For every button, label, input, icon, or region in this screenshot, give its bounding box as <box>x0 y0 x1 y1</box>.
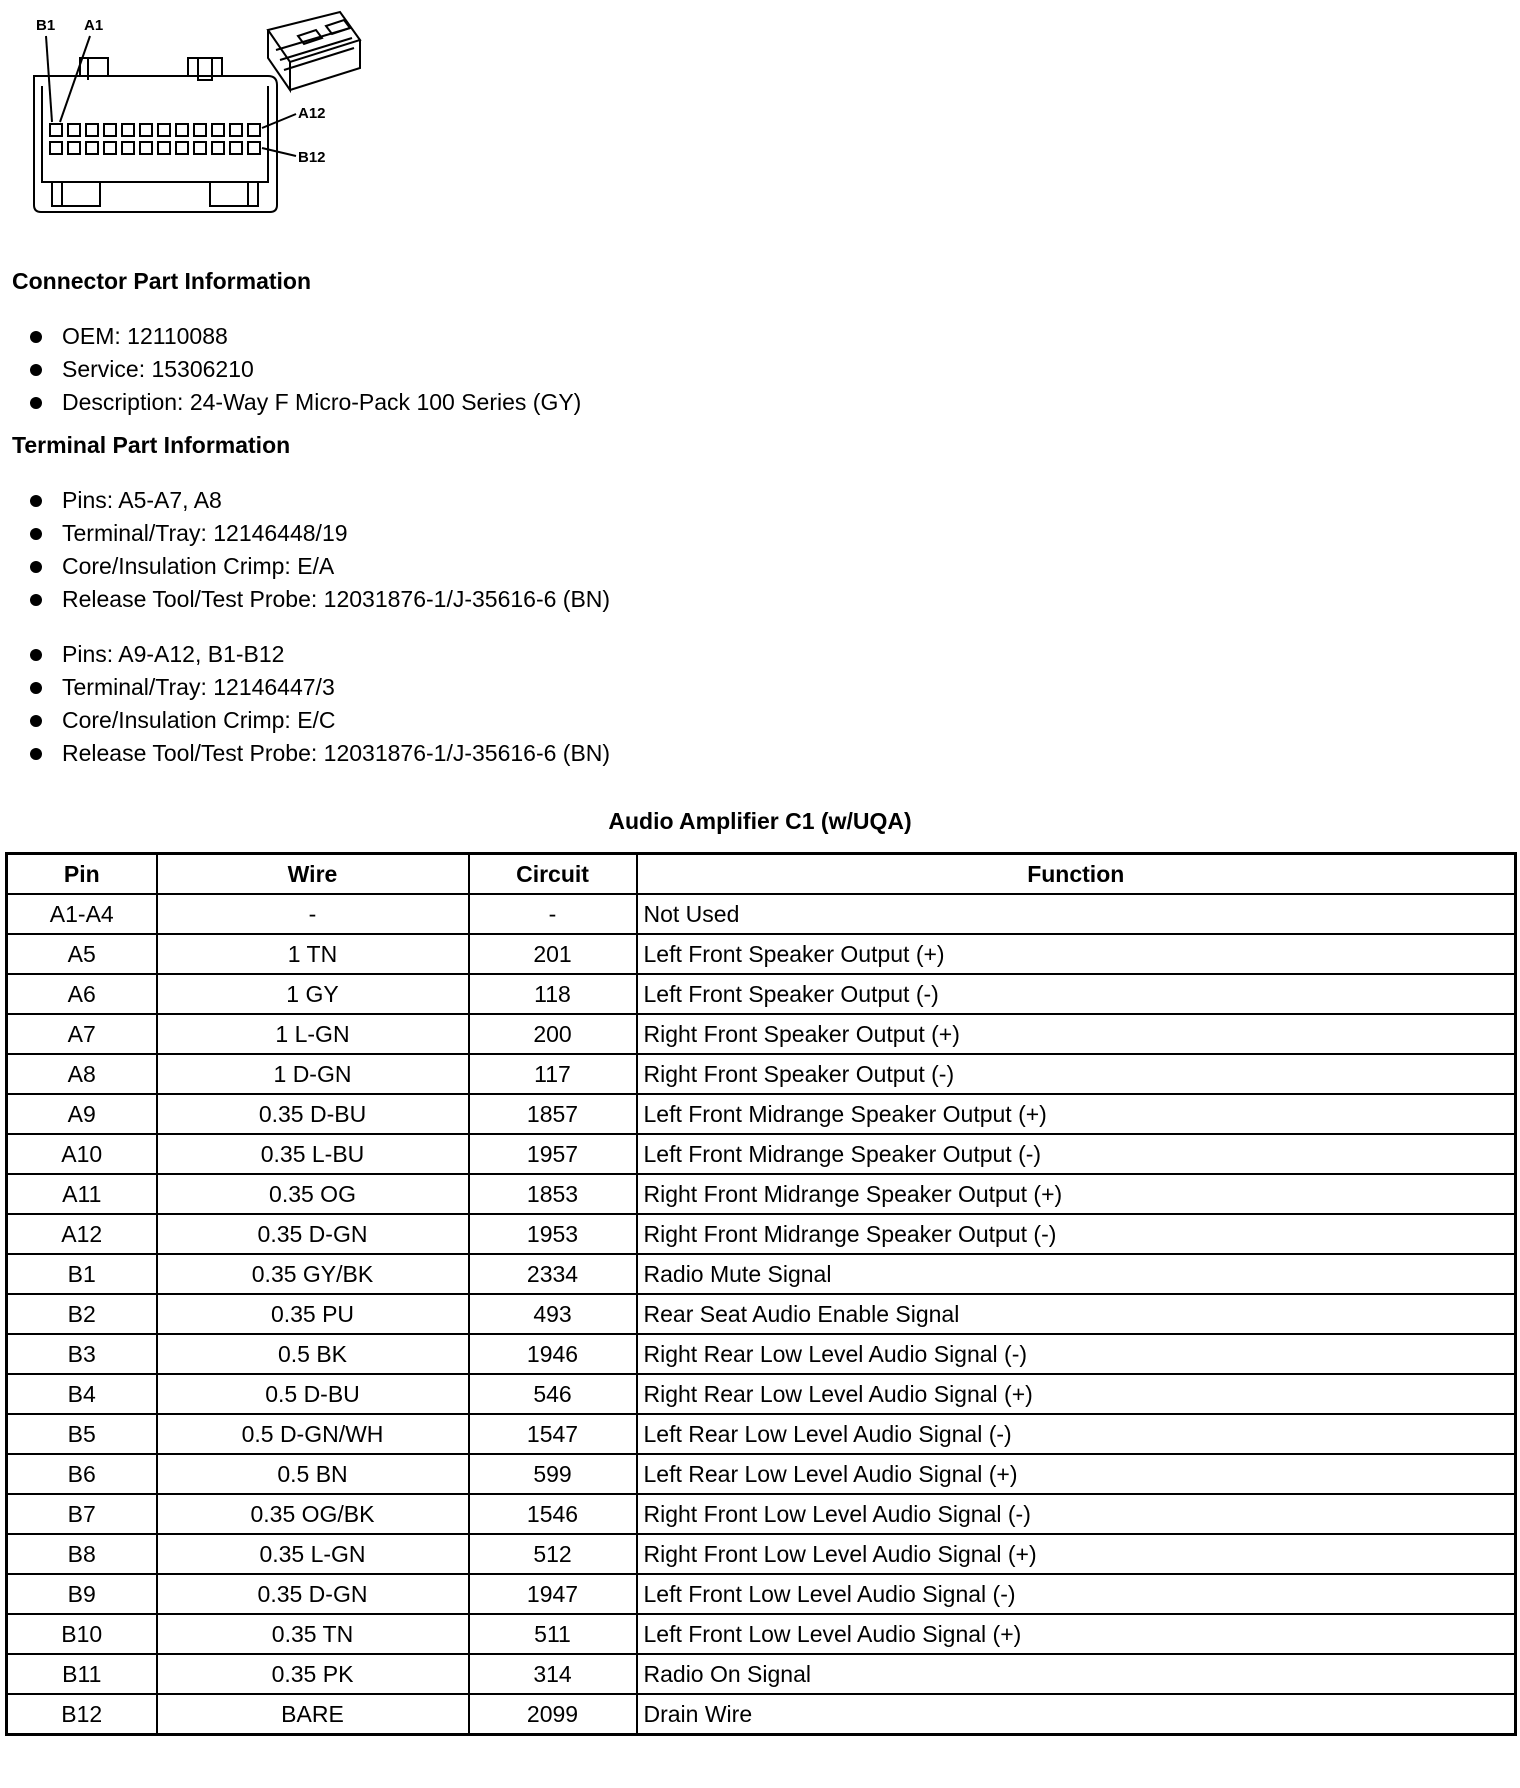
cell-circuit: 117 <box>469 1054 637 1094</box>
bullet-icon <box>30 649 42 661</box>
cell-circuit: 118 <box>469 974 637 1014</box>
cell-wire: 1 TN <box>157 934 469 974</box>
cell-circuit: 201 <box>469 934 637 974</box>
cell-function: Drain Wire <box>637 1694 1516 1735</box>
cell-function: Radio Mute Signal <box>637 1254 1516 1294</box>
cell-wire: 1 GY <box>157 974 469 1014</box>
cell-wire: 0.35 TN <box>157 1614 469 1654</box>
cell-pin: B6 <box>7 1454 157 1494</box>
table-row <box>7 1334 1516 1374</box>
cell-circuit: 2099 <box>469 1694 637 1735</box>
table-row <box>7 1054 1516 1094</box>
cell-function: Left Rear Low Level Audio Signal (-) <box>637 1414 1516 1454</box>
cell-function: Rear Seat Audio Enable Signal <box>637 1294 1516 1334</box>
cell-wire: 0.5 BN <box>157 1454 469 1494</box>
cell-circuit: 1947 <box>469 1574 637 1614</box>
table-row <box>7 1694 1516 1735</box>
cell-function: Left Front Midrange Speaker Output (+) <box>637 1094 1516 1134</box>
cell-pin: B12 <box>7 1694 157 1735</box>
cell-pin: B8 <box>7 1534 157 1574</box>
list-item: Service: 15306210 <box>30 353 581 386</box>
cell-pin: B1 <box>7 1254 157 1294</box>
bullet-icon <box>30 715 42 727</box>
table-row <box>7 974 1516 1014</box>
cell-circuit: 1957 <box>469 1134 637 1174</box>
terminal-info-title: Terminal Part Information <box>12 432 291 458</box>
cell-function: Not Used <box>637 894 1516 934</box>
bullet-icon <box>30 561 42 573</box>
cell-pin: A11 <box>7 1174 157 1214</box>
list-item: Description: 24-Way F Micro-Pack 100 Series (GY) <box>30 386 581 419</box>
cell-function: Left Front Low Level Audio Signal (-) <box>637 1574 1516 1614</box>
cell-pin: B10 <box>7 1614 157 1654</box>
list-item: Pins: A5-A7, A8 <box>30 484 610 517</box>
bullet-icon <box>30 682 42 694</box>
cell-pin: A6 <box>7 974 157 1014</box>
cell-circuit: 200 <box>469 1014 637 1054</box>
cell-function: Right Front Midrange Speaker Output (-) <box>637 1214 1516 1254</box>
list-item: Terminal/Tray: 12146447/3 <box>30 671 610 704</box>
cell-wire: 0.35 OG/BK <box>157 1494 469 1534</box>
connector-info-list <box>30 320 581 419</box>
pin-table <box>5 852 1517 1736</box>
terminal-group-2 <box>30 638 610 770</box>
table-row <box>7 1254 1516 1294</box>
table-row <box>7 1614 1516 1654</box>
cell-function: Right Front Low Level Audio Signal (-) <box>637 1494 1516 1534</box>
list-item: Core/Insulation Crimp: E/C <box>30 704 610 737</box>
cell-circuit: 2334 <box>469 1254 637 1294</box>
list-item: Pins: A9-A12, B1-B12 <box>30 638 610 671</box>
cell-wire: 0.35 GY/BK <box>157 1254 469 1294</box>
cell-pin: A5 <box>7 934 157 974</box>
cell-circuit: 546 <box>469 1374 637 1414</box>
cell-function: Right Rear Low Level Audio Signal (+) <box>637 1374 1516 1414</box>
cell-wire: 0.35 PU <box>157 1294 469 1334</box>
table-row <box>7 1374 1516 1414</box>
cell-pin: A1-A4 <box>7 894 157 934</box>
bullet-icon <box>30 331 42 343</box>
cell-wire: 0.35 L-BU <box>157 1134 469 1174</box>
cell-circuit: - <box>469 894 637 934</box>
cell-function: Left Rear Low Level Audio Signal (+) <box>637 1454 1516 1494</box>
label-b12: B12 <box>298 149 326 166</box>
table-title: Audio Amplifier C1 (w/UQA) <box>608 808 912 834</box>
table-header-row <box>7 854 1516 895</box>
cell-function: Left Front Low Level Audio Signal (+) <box>637 1614 1516 1654</box>
connector-diagram <box>0 0 420 230</box>
table-row <box>7 1414 1516 1454</box>
cell-circuit: 1547 <box>469 1414 637 1454</box>
connector-info-title: Connector Part Information <box>12 268 312 294</box>
cell-circuit: 512 <box>469 1534 637 1574</box>
header-wire: Wire <box>157 854 469 895</box>
cell-function: Left Front Speaker Output (+) <box>637 934 1516 974</box>
cell-pin: A12 <box>7 1214 157 1254</box>
cell-function: Right Front Low Level Audio Signal (+) <box>637 1534 1516 1574</box>
bullet-icon <box>30 748 42 760</box>
table-row <box>7 894 1516 934</box>
cell-circuit: 511 <box>469 1614 637 1654</box>
cell-pin: B7 <box>7 1494 157 1534</box>
table-row <box>7 1014 1516 1054</box>
cell-wire: 1 L-GN <box>157 1014 469 1054</box>
header-pin: Pin <box>7 854 157 895</box>
header-function: Function <box>637 854 1516 895</box>
cell-wire: 0.5 BK <box>157 1334 469 1374</box>
list-item: Release Tool/Test Probe: 12031876-1/J-35616-6 (BN) <box>30 583 610 616</box>
cell-wire: 1 D-GN <box>157 1054 469 1094</box>
cell-wire: 0.35 D-GN <box>157 1574 469 1614</box>
cell-function: Right Rear Low Level Audio Signal (-) <box>637 1334 1516 1374</box>
cell-pin: A10 <box>7 1134 157 1174</box>
cell-function: Radio On Signal <box>637 1654 1516 1694</box>
table-row <box>7 934 1516 974</box>
bullet-icon <box>30 495 42 507</box>
cell-circuit: 599 <box>469 1454 637 1494</box>
cell-pin: B9 <box>7 1574 157 1614</box>
bullet-icon <box>30 364 42 376</box>
cell-function: Left Front Speaker Output (-) <box>637 974 1516 1014</box>
cell-pin: B2 <box>7 1294 157 1334</box>
cell-function: Right Front Speaker Output (+) <box>637 1014 1516 1054</box>
table-row <box>7 1214 1516 1254</box>
table-row <box>7 1574 1516 1614</box>
cell-circuit: 1953 <box>469 1214 637 1254</box>
table-row <box>7 1134 1516 1174</box>
cell-pin: A7 <box>7 1014 157 1054</box>
table-row <box>7 1174 1516 1214</box>
cell-wire: BARE <box>157 1694 469 1735</box>
label-a12: A12 <box>298 105 326 122</box>
cell-wire: 0.35 PK <box>157 1654 469 1694</box>
cell-function: Right Front Midrange Speaker Output (+) <box>637 1174 1516 1214</box>
cell-wire: 0.35 D-BU <box>157 1094 469 1134</box>
label-a1: A1 <box>84 17 104 34</box>
bullet-icon <box>30 528 42 540</box>
cell-wire: 0.5 D-GN/WH <box>157 1414 469 1454</box>
table-row <box>7 1494 1516 1534</box>
cell-circuit: 493 <box>469 1294 637 1334</box>
list-item: OEM: 12110088 <box>30 320 581 353</box>
list-item: Terminal/Tray: 12146448/19 <box>30 517 610 550</box>
cell-function: Left Front Midrange Speaker Output (-) <box>637 1134 1516 1174</box>
cell-pin: A9 <box>7 1094 157 1134</box>
cell-wire: - <box>157 894 469 934</box>
cell-circuit: 1853 <box>469 1174 637 1214</box>
terminal-group-1 <box>30 484 610 616</box>
cell-wire: 0.35 L-GN <box>157 1534 469 1574</box>
list-item: Core/Insulation Crimp: E/A <box>30 550 610 583</box>
table-row <box>7 1534 1516 1574</box>
cell-pin: B4 <box>7 1374 157 1414</box>
table-row <box>7 1454 1516 1494</box>
list-item: Release Tool/Test Probe: 12031876-1/J-35616-6 (BN) <box>30 737 610 770</box>
cell-wire: 0.35 D-GN <box>157 1214 469 1254</box>
table-row <box>7 1294 1516 1334</box>
cell-wire: 0.5 D-BU <box>157 1374 469 1414</box>
bullet-icon <box>30 397 42 409</box>
cell-circuit: 1857 <box>469 1094 637 1134</box>
table-row <box>7 1094 1516 1134</box>
cell-pin: B3 <box>7 1334 157 1374</box>
cell-circuit: 1946 <box>469 1334 637 1374</box>
cell-circuit: 1546 <box>469 1494 637 1534</box>
label-b1: B1 <box>36 17 56 34</box>
table-row <box>7 1654 1516 1694</box>
cell-pin: A8 <box>7 1054 157 1094</box>
cell-function: Right Front Speaker Output (-) <box>637 1054 1516 1094</box>
header-circuit: Circuit <box>469 854 637 895</box>
cell-pin: B5 <box>7 1414 157 1454</box>
bullet-icon <box>30 594 42 606</box>
cell-pin: B11 <box>7 1654 157 1694</box>
cell-circuit: 314 <box>469 1654 637 1694</box>
cell-wire: 0.35 OG <box>157 1174 469 1214</box>
